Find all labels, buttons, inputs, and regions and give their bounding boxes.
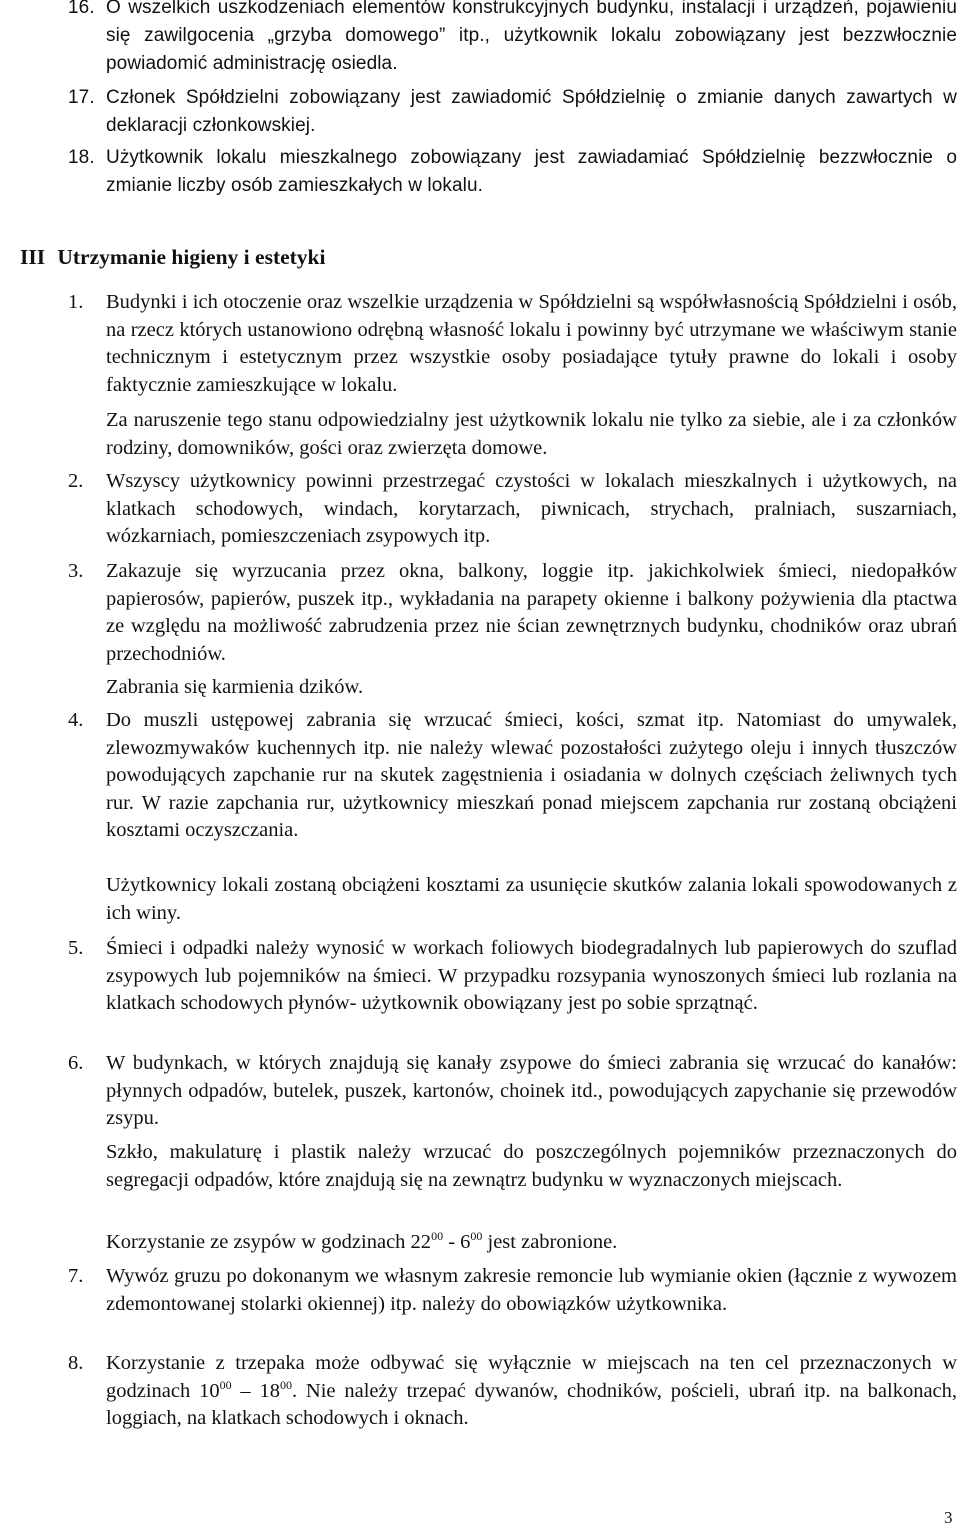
hours-superscript: 00: [470, 1229, 483, 1243]
list-item-8: [68, 1350, 957, 1433]
hours-prefix: Korzystanie ze zsypów w godzinach 22: [106, 1231, 432, 1253]
item-number: 8.: [68, 1352, 84, 1374]
item-number: 2.: [68, 470, 84, 492]
item-text: [106, 1350, 957, 1433]
item-text: Wszyscy użytkownicy powinni przestrzegać czystości w lokalach mieszkalnych i użytkowych, na klatkach schodowych, windach, korytarzach, piwnicach, strychach, pralniach, suszarniach, wózkarniach, pomieszczeniach zsypowych itp.: [106, 470, 957, 547]
item-text: Budynki i ich otoczenie oraz wszelkie urządzenia w Spółdzielni są współwłasnością Spółdzielni i osób, na rzecz których ustanowiono odrębną własność lokalu i powinny być utrzymane we właściwym stanie technicznym i estetycznym przez wszystkie osoby posiadające tytuły prawne do lokali i osoby faktycznie zamieszkujące w lokalu.: [106, 291, 957, 396]
section-heading: [20, 243, 326, 271]
item-6-paragraph: Szkło, makulaturę i plastik należy wrzucać do poszczególnych pojemników przeznaczonych do segregacji odpadów, które znajdują się na zewnątrz budynku w wyznaczonych miejscach.: [106, 1141, 957, 1191]
list-item-18: [68, 144, 957, 200]
section-roman-numeral: III: [20, 245, 46, 269]
item-6-hours-paragraph: [106, 1229, 957, 1257]
list-item-17: [68, 84, 957, 140]
item-number: 6.: [68, 1052, 84, 1074]
item-text: W budynkach, w których znajdują się kanały zsypowe do śmieci zabrania się wrzucać do kanałów: płynnych odpadów, butelek, puszek, kartonów, choinek itd., powodujących zapychanie się przewodów zsypu.: [106, 1052, 957, 1129]
item-number: 3.: [68, 560, 84, 582]
list-item-2: [68, 468, 957, 551]
item-text: Użytkownik lokalu mieszkalnego zobowiązany jest zawiadamiać Spółdzielnię bezzwłocznie o zmianie liczby osób zamieszkałych w lokalu.: [106, 147, 957, 196]
item-3-paragraph: Zabrania się karmienia dzików.: [106, 676, 364, 698]
item-text: Wywóz gruzu po dokonanym we własnym zakresie remoncie lub wymianie okien (łącznie z wywozem zdemontowanej stolarki okiennej) itp. należy do obowiązków użytkownika.: [106, 1265, 957, 1315]
hours-middle: - 6: [443, 1231, 471, 1253]
item-4-paragraph: Użytkownicy lokali zostaną obciążeni kosztami za usunięcie skutków zalania lokali spowodowanych z ich winy.: [106, 874, 957, 924]
item-1-paragraph: Za naruszenie tego stanu odpowiedzialny jest użytkownik lokalu nie tylko za siebie, ale i za członków rodziny, domowników, gości oraz zwierzęta domowe.: [106, 409, 957, 459]
section-title: Utrzymanie higieny i estetyki: [57, 245, 326, 269]
item-number: 17.: [68, 87, 95, 108]
list-item-1: [68, 289, 957, 399]
hours-superscript: 00: [431, 1229, 444, 1243]
item-text: Zakazuje się wyrzucania przez okna, balkony, loggie itp. jakichkolwiek śmieci, niedopałków papierosów, papierów, puszek itp., wykładania na parapety okienne i balkony pożywienia dla ptactwa ze względu na możliwość zabrudzenia przez nie ścian zewnętrznych budynku, chodników oraz ubrań przechodniów.: [106, 560, 957, 665]
list-item-16: [68, 0, 957, 78]
item-number: 18.: [68, 147, 95, 168]
item-text: O wszelkich uszkodzeniach elementów konstrukcyjnych budynku, instalacji i urządzeń, pojawieniu się zawilgocenia „grzyba domowego” itp., użytkownik lokalu zobowiązany jest bezzwłocznie powiadomić administrację osiedla.: [106, 0, 957, 74]
list-item-4: [68, 707, 957, 845]
list-item-6: [68, 1050, 957, 1133]
list-item-3: [68, 558, 957, 668]
item-text: Do muszli ustępowej zabrania się wrzucać śmieci, kości, szmat itp. Natomiast do umywalek, zlewozmywaków kuchennych itp. nie należy wlewać pozostałości zużytego oleju i innych tłuszczów powodujących zapchanie rur na skutek zagęstnienia i osiadania w dolnych częściach żeliwnych tych rur. W razie zapchania rur, użytkownicy mieszkań ponad miejscem zapchania rur zostaną obciążeni kosztami oczyszczania.: [106, 709, 957, 841]
hours-superscript: 00: [219, 1377, 232, 1392]
page-number: 3: [944, 1508, 953, 1527]
item-text: Śmieci i odpadki należy wynosić w workach foliowych biodegradalnych lub papierowych do szuflad zsypowych lub pojemników na śmieci. W przypadku rozsypania wynoszonych śmieci lub rozlania na klatkach schodowych płynów- użytkownik obowiązany jest po sobie sprzątnąć.: [106, 937, 957, 1014]
item-number: 1.: [68, 291, 84, 313]
hours-suffix: jest zabronione.: [482, 1231, 618, 1253]
item-number: 7.: [68, 1265, 84, 1287]
list-item-5: [68, 935, 957, 1018]
item-8-text-suffix: . Nie należy trzepać dywanów, chodników, pościeli, ubrań itp. na balkonach, loggiach, na klatkach schodowych i oknach.: [106, 1379, 958, 1429]
hours-superscript: 00: [279, 1377, 292, 1392]
item-text: Członek Spółdzielni zobowiązany jest zawiadomić Spółdzielnię o zmianie danych zawartych w deklaracji członkowskiej.: [106, 87, 957, 136]
item-8-text-prefix: Korzystanie z trzepaka może odbywać się wyłącznie w miejscach na ten cel przeznaczonych w godzinach 10: [106, 1352, 957, 1402]
item-8-hours-middle: – 18: [231, 1379, 280, 1402]
list-item-7: [68, 1263, 957, 1318]
item-number: 16.: [68, 0, 95, 18]
item-number: 4.: [68, 709, 84, 731]
item-number: 5.: [68, 937, 84, 959]
